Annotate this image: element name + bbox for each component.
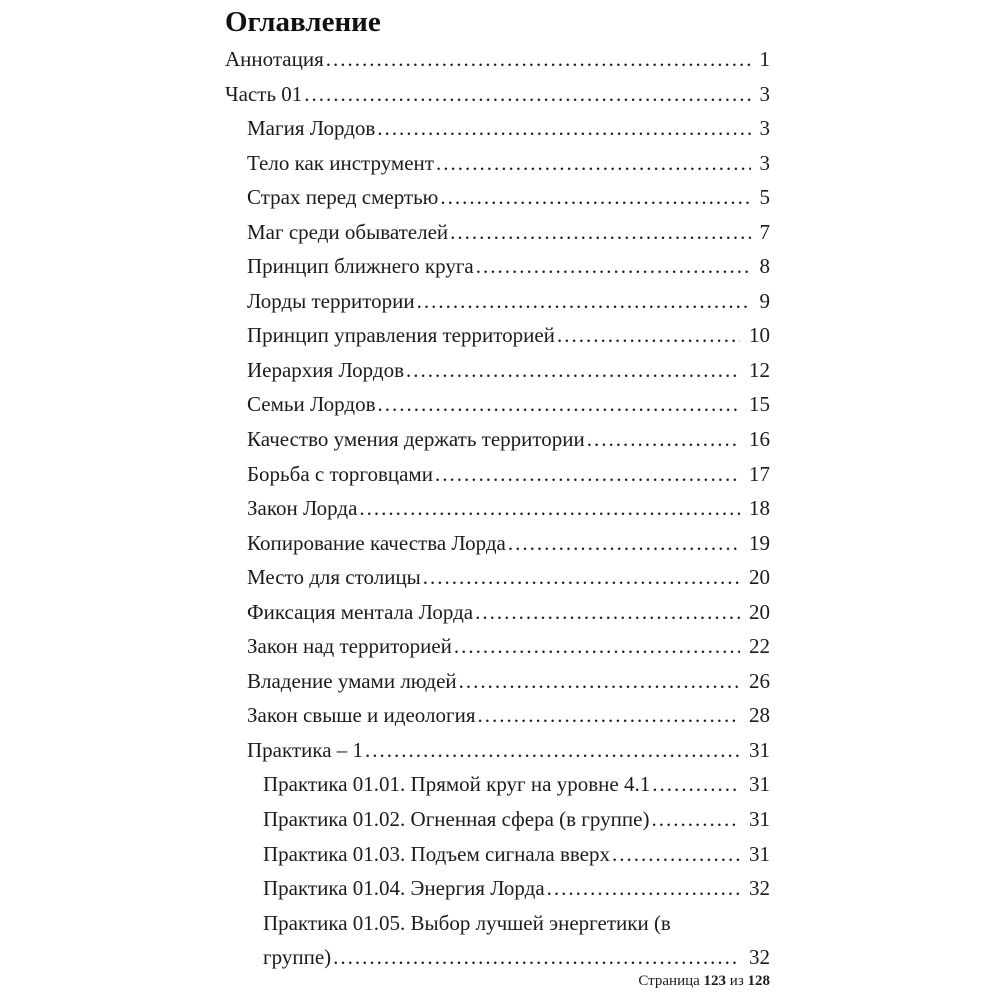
- dot-leader: [557, 318, 740, 353]
- toc-entry-page: 3: [759, 116, 770, 141]
- toc-entry[interactable]: [225, 733, 770, 768]
- toc-entry-page: 28: [749, 703, 770, 728]
- dot-leader: [423, 560, 740, 595]
- toc-entry-label: Тело как инструмент: [247, 150, 434, 175]
- dot-leader: [440, 180, 750, 215]
- toc-entry[interactable]: [225, 77, 770, 112]
- toc-entry[interactable]: [225, 629, 770, 664]
- toc-entry[interactable]: [225, 871, 770, 906]
- toc-entry-label: Принцип управления территорией: [247, 323, 555, 348]
- dot-leader: [508, 526, 740, 561]
- toc-entry-label: Маг среди обывателей: [247, 219, 449, 244]
- toc-entry-label: Магия Лордов: [247, 116, 376, 141]
- toc-entry[interactable]: [225, 457, 770, 492]
- page-indicator: [638, 972, 770, 990]
- dot-leader: [406, 353, 740, 388]
- toc-entry-label: Страх перед смертью: [247, 185, 439, 210]
- dot-leader: [587, 422, 740, 457]
- toc-entry-label: Практика 01.01. Прямой круг на уровне 4.1: [263, 772, 651, 797]
- toc-entry[interactable]: [225, 42, 770, 77]
- toc-entry-page: 16: [749, 427, 770, 452]
- dot-leader: [436, 146, 751, 181]
- toc-entry-label: Иерархия Лордов: [247, 357, 404, 382]
- toc-entry-label: Аннотация: [225, 47, 324, 71]
- toc-entry-page: 7: [759, 219, 770, 244]
- toc-entry-page: 32: [749, 945, 770, 970]
- toc-entry-page: 19: [749, 530, 770, 555]
- toc-entry-label: Качество умения держать территории: [247, 427, 585, 452]
- toc-entry-label: Закон свыше и идеология: [247, 703, 476, 728]
- dot-leader: [459, 664, 740, 699]
- toc-entry-label: Копирование качества Лорда: [247, 530, 506, 555]
- dot-leader: [476, 249, 751, 284]
- toc-entry[interactable]: [225, 802, 770, 837]
- current-page-number: 123: [703, 973, 727, 989]
- toc-entry[interactable]: [225, 215, 770, 250]
- toc-entry-page: 20: [749, 565, 770, 590]
- page-indicator-of: из: [729, 973, 744, 989]
- toc-entry-page: 3: [759, 81, 770, 106]
- toc-entry[interactable]: [225, 146, 770, 181]
- toc-entry-label: Практика 01.05. Выбор лучшей энергетики (в: [263, 910, 671, 935]
- toc-entry-page: 17: [749, 461, 770, 486]
- dot-leader: [454, 629, 740, 664]
- toc-entry-label: Практика 01.03. Подъем сигнала вверх: [263, 841, 610, 866]
- dot-leader: [547, 871, 740, 906]
- toc-entry-label: Место для столицы: [247, 565, 421, 590]
- toc-entry[interactable]: [225, 111, 770, 146]
- toc-entry-page: 5: [759, 185, 770, 210]
- toc-entry[interactable]: [225, 906, 770, 975]
- table-of-contents: [225, 42, 770, 975]
- dot-leader: [612, 837, 740, 872]
- toc-entry-page: 18: [749, 496, 770, 521]
- toc-entry[interactable]: [225, 491, 770, 526]
- toc-entry-page: 12: [749, 357, 770, 382]
- toc-entry-label: Практика 01.04. Энергия Лорда: [263, 876, 545, 901]
- toc-entry-label-continued: группе): [263, 945, 332, 970]
- toc-entry-page: 10: [749, 323, 770, 348]
- dot-leader: [333, 940, 740, 975]
- toc-entry-page: 22: [749, 634, 770, 659]
- toc-entry-label: Часть 01: [225, 81, 303, 106]
- toc-entry-label: Фиксация ментала Лорда: [247, 599, 474, 624]
- toc-entry-page: 3: [759, 150, 770, 175]
- dot-leader: [450, 215, 750, 250]
- toc-entry-page: 26: [749, 668, 770, 693]
- dot-leader: [365, 733, 740, 768]
- page-title: Оглавление: [225, 6, 381, 38]
- toc-entry[interactable]: [225, 353, 770, 388]
- toc-entry-page: 1: [759, 47, 770, 71]
- toc-entry[interactable]: [225, 698, 770, 733]
- toc-entry-label: Закон над территорией: [247, 634, 452, 659]
- toc-entry-page: 31: [749, 737, 770, 762]
- dot-leader: [475, 595, 740, 630]
- toc-entry[interactable]: [225, 526, 770, 561]
- toc-entry[interactable]: [225, 664, 770, 699]
- dot-leader: [326, 42, 751, 77]
- total-page-number: 128: [747, 973, 770, 989]
- toc-entry-label: Владение умами людей: [247, 668, 457, 693]
- toc-entry-label: Борьба с торговцами: [247, 461, 433, 486]
- dot-leader: [304, 77, 750, 112]
- toc-entry-page: 31: [749, 772, 770, 797]
- dot-leader: [652, 767, 740, 802]
- toc-entry[interactable]: [225, 318, 770, 353]
- toc-entry-page: 31: [749, 841, 770, 866]
- toc-entry[interactable]: [225, 387, 770, 422]
- dot-leader: [478, 698, 741, 733]
- toc-entry-page: 31: [749, 807, 770, 832]
- dot-leader: [377, 111, 750, 146]
- toc-entry[interactable]: [225, 595, 770, 630]
- toc-entry[interactable]: [225, 767, 770, 802]
- page-indicator-label: Страница: [638, 973, 700, 989]
- dot-leader: [435, 457, 740, 492]
- toc-entry-page: 8: [759, 254, 770, 279]
- dot-leader: [651, 802, 740, 837]
- toc-entry-label: Практика 01.02. Огненная сфера (в группе): [263, 807, 650, 832]
- toc-entry[interactable]: [225, 560, 770, 595]
- toc-entry-label: Семьи Лордов: [247, 392, 376, 417]
- toc-entry-label: Принцип ближнего круга: [247, 254, 474, 279]
- toc-entry[interactable]: [225, 180, 770, 215]
- dot-leader: [377, 387, 740, 422]
- toc-entry[interactable]: [225, 249, 770, 284]
- toc-entry-label: Практика – 1: [247, 737, 364, 762]
- toc-entry-page: 20: [749, 599, 770, 624]
- toc-entry-page: 15: [749, 392, 770, 417]
- toc-entry-page: 9: [759, 288, 770, 313]
- dot-leader: [417, 284, 751, 319]
- dot-leader: [359, 491, 740, 526]
- toc-entry-page: 32: [749, 876, 770, 901]
- toc-entry[interactable]: [225, 837, 770, 872]
- toc-entry-label: Лорды территории: [247, 288, 415, 313]
- toc-entry[interactable]: [225, 284, 770, 319]
- toc-entry[interactable]: [225, 422, 770, 457]
- toc-entry-label: Закон Лорда: [247, 496, 358, 521]
